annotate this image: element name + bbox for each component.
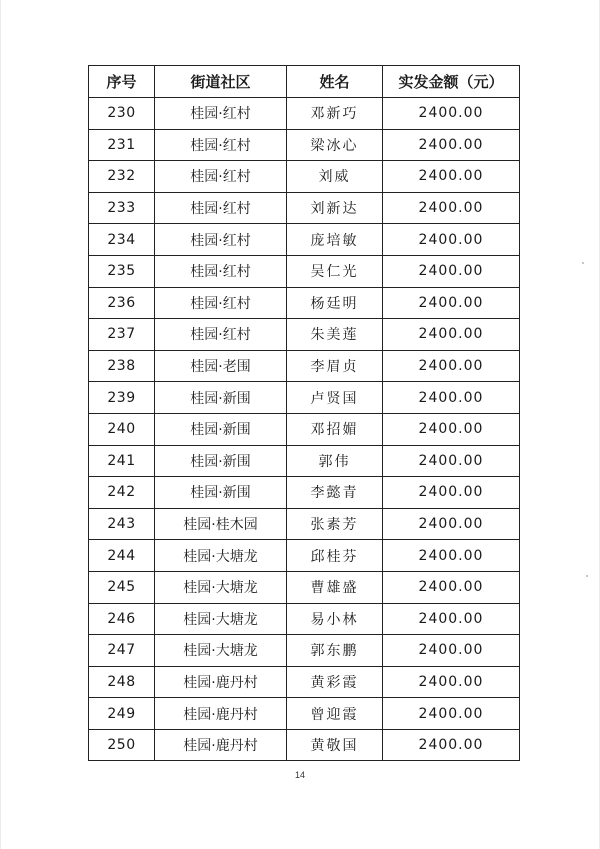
cell-amount: 2400.00: [383, 255, 520, 287]
table-row: [89, 255, 520, 287]
cell-name: 刘新达: [287, 192, 383, 224]
cell-community: 桂园·红村: [155, 224, 287, 256]
cell-name: 易小林: [287, 603, 383, 635]
cell-community: 桂园·老围: [155, 350, 287, 382]
cell-community: 桂园·桂木园: [155, 508, 287, 540]
cell-amount: 2400.00: [383, 729, 520, 761]
table-row: [89, 98, 520, 130]
cell-name: 黄敬国: [287, 729, 383, 761]
cell-name: 卢贤国: [287, 382, 383, 414]
cell-serial-number: 245: [89, 571, 155, 603]
cell-serial-number: 248: [89, 666, 155, 698]
cell-name: 张素芳: [287, 508, 383, 540]
table-row: [89, 729, 520, 761]
cell-serial-number: 242: [89, 477, 155, 509]
cell-serial-number: 247: [89, 635, 155, 667]
payout-table: [88, 65, 520, 761]
cell-community: 桂园·鹿丹村: [155, 666, 287, 698]
cell-name: 梁冰心: [287, 129, 383, 161]
table-row: [89, 319, 520, 351]
cell-community: 桂园·新围: [155, 382, 287, 414]
cell-community: 桂园·红村: [155, 319, 287, 351]
cell-name: 邱桂芬: [287, 540, 383, 572]
cell-community: 桂园·红村: [155, 255, 287, 287]
cell-amount: 2400.00: [383, 666, 520, 698]
table-row: [89, 129, 520, 161]
cell-name: 庞培敏: [287, 224, 383, 256]
table-row: [89, 161, 520, 193]
cell-community: 桂园·红村: [155, 287, 287, 319]
cell-amount: 2400.00: [383, 161, 520, 193]
cell-amount: 2400.00: [383, 603, 520, 635]
cell-serial-number: 231: [89, 129, 155, 161]
cell-name: 黄彩霞: [287, 666, 383, 698]
cell-name: 杨廷明: [287, 287, 383, 319]
cell-community: 桂园·红村: [155, 129, 287, 161]
cell-serial-number: 250: [89, 729, 155, 761]
table-row: [89, 477, 520, 509]
cell-amount: 2400.00: [383, 319, 520, 351]
cell-serial-number: 240: [89, 413, 155, 445]
cell-serial-number: 230: [89, 98, 155, 130]
table-row: [89, 635, 520, 667]
cell-amount: 2400.00: [383, 508, 520, 540]
cell-serial-number: 235: [89, 255, 155, 287]
cell-name: 刘威: [287, 161, 383, 193]
table-row: [89, 192, 520, 224]
cell-serial-number: 233: [89, 192, 155, 224]
header-community: 街道社区: [155, 66, 287, 98]
cell-amount: 2400.00: [383, 192, 520, 224]
cell-amount: 2400.00: [383, 129, 520, 161]
table-row: [89, 287, 520, 319]
cell-serial-number: 237: [89, 319, 155, 351]
cell-serial-number: 241: [89, 445, 155, 477]
cell-community: 桂园·红村: [155, 192, 287, 224]
cell-community: 桂园·大塘龙: [155, 603, 287, 635]
cell-name: 李懿青: [287, 477, 383, 509]
table-row: [89, 445, 520, 477]
cell-serial-number: 239: [89, 382, 155, 414]
cell-community: 桂园·鹿丹村: [155, 729, 287, 761]
table-row: [89, 224, 520, 256]
cell-serial-number: 249: [89, 698, 155, 730]
cell-name: 邓新巧: [287, 98, 383, 130]
cell-serial-number: 246: [89, 603, 155, 635]
cell-name: 曾迎霞: [287, 698, 383, 730]
cell-community: 桂园·新围: [155, 445, 287, 477]
cell-serial-number: 234: [89, 224, 155, 256]
table-row: [89, 413, 520, 445]
cell-community: 桂园·新围: [155, 477, 287, 509]
scan-speck: [586, 575, 588, 577]
cell-amount: 2400.00: [383, 98, 520, 130]
header-serial-number: 序号: [89, 66, 155, 98]
cell-name: 朱美莲: [287, 319, 383, 351]
cell-name: 邓招媚: [287, 413, 383, 445]
table-row: [89, 603, 520, 635]
table-row: [89, 508, 520, 540]
table-header-row: [89, 66, 520, 98]
table-row: [89, 540, 520, 572]
cell-amount: 2400.00: [383, 287, 520, 319]
cell-community: 桂园·鹿丹村: [155, 698, 287, 730]
cell-amount: 2400.00: [383, 413, 520, 445]
cell-community: 桂园·红村: [155, 161, 287, 193]
cell-amount: 2400.00: [383, 635, 520, 667]
cell-serial-number: 243: [89, 508, 155, 540]
header-name: 姓名: [287, 66, 383, 98]
cell-serial-number: 232: [89, 161, 155, 193]
cell-name: 郭伟: [287, 445, 383, 477]
cell-community: 桂园·大塘龙: [155, 635, 287, 667]
cell-community: 桂园·大塘龙: [155, 540, 287, 572]
table-row: [89, 382, 520, 414]
table-row: [89, 350, 520, 382]
cell-amount: 2400.00: [383, 350, 520, 382]
cell-community: 桂园·新围: [155, 413, 287, 445]
table-row: [89, 571, 520, 603]
cell-serial-number: 244: [89, 540, 155, 572]
cell-serial-number: 238: [89, 350, 155, 382]
cell-community: 桂园·大塘龙: [155, 571, 287, 603]
table-body: [89, 98, 520, 761]
cell-community: 桂园·红村: [155, 98, 287, 130]
cell-amount: 2400.00: [383, 224, 520, 256]
scan-speck: [582, 262, 584, 264]
cell-name: 曹雄盛: [287, 571, 383, 603]
page-number: 14: [294, 770, 305, 780]
cell-amount: 2400.00: [383, 382, 520, 414]
cell-amount: 2400.00: [383, 698, 520, 730]
cell-amount: 2400.00: [383, 477, 520, 509]
cell-amount: 2400.00: [383, 445, 520, 477]
table-row: [89, 666, 520, 698]
cell-amount: 2400.00: [383, 571, 520, 603]
cell-serial-number: 236: [89, 287, 155, 319]
header-amount: 实发金额（元）: [383, 66, 520, 98]
cell-name: 郭东鹏: [287, 635, 383, 667]
cell-name: 李眉贞: [287, 350, 383, 382]
table-row: [89, 698, 520, 730]
cell-name: 吴仁光: [287, 255, 383, 287]
cell-amount: 2400.00: [383, 540, 520, 572]
